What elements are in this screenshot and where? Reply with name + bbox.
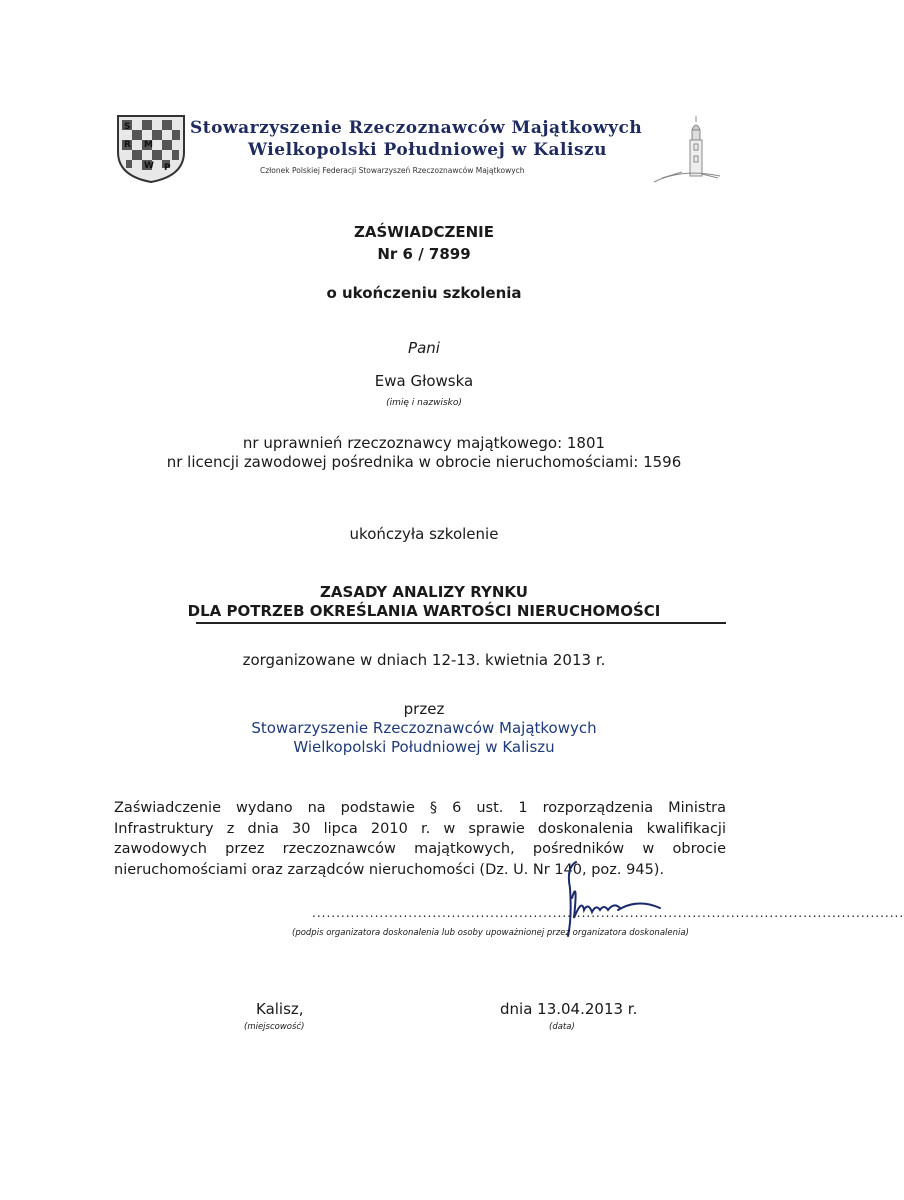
logo-letter-p: P: [164, 163, 171, 173]
organizer-line1: Stowarzyszenie Rzeczoznawców Majątkowych: [251, 719, 597, 737]
license-appraiser: nr uprawnień rzeczoznawcy majątkowego: 1801: [242, 434, 606, 452]
course-title-line2: DLA POTRZEB OKREŚLANIA WARTOŚCI NIERUCHOMOŚCI: [187, 602, 661, 620]
association-logo: [114, 112, 188, 184]
date-caption: (data): [549, 1022, 575, 1032]
course-underline: [196, 622, 726, 624]
place: Kalisz,: [256, 1000, 304, 1018]
logo-letter-s: S: [124, 122, 131, 132]
certificate-number: Nr 6 / 7899: [377, 245, 471, 263]
place-caption: (miejscowość): [244, 1022, 305, 1032]
legal-basis-text: Zaświadczenie wydano na podstawie § 6 ust. 1 rozporządzenia Ministra Infrastruktury z dnia 30 lipca 2010 r. w sprawie doskonalenia kwalifikacji zawodowych przez rzeczoznawców majątkowych, pośredników w obrocie nieruchomościami oraz zarządców nieruchomości (Dz. U. Nr 140, poz. 945).: [114, 800, 726, 878]
signature-line: ...........................................................................................................................: [312, 906, 904, 920]
org-name-line2: Wielkopolski Południowej w Kaliszu: [248, 140, 608, 160]
certificate-subtitle: o ukończeniu szkolenia: [326, 284, 522, 302]
certificate-title: ZAŚWIADCZENIE: [354, 223, 494, 241]
logo-letter-m: M: [144, 140, 153, 150]
issue-date: dnia 13.04.2013 r.: [500, 1000, 638, 1018]
license-broker: nr licencji zawodowej pośrednika w obrocie nieruchomościami: 1596: [166, 453, 682, 471]
tower-illustration: [652, 112, 722, 186]
org-name-line1: Stowarzyszenie Rzeczoznawców Majątkowych: [190, 118, 643, 138]
salutation: Pani: [408, 339, 440, 357]
logo-letter-w: W: [144, 161, 154, 171]
recipient-name: Ewa Głowska: [374, 372, 474, 390]
org-subtitle: Członek Polskiej Federacji Stowarzyszeń Rzeczoznawców Majątkowych: [260, 166, 525, 175]
by-text: przez: [403, 700, 445, 718]
course-dates: zorganizowane w dniach 12-13. kwietnia 2013 r.: [242, 651, 606, 669]
course-title-line1: ZASADY ANALIZY RYNKU: [320, 583, 528, 601]
organizer-line2: Wielkopolski Południowej w Kaliszu: [293, 738, 555, 756]
name-caption: (imię i nazwisko): [386, 398, 462, 408]
logo-letter-r: R: [124, 140, 131, 150]
signature-caption: (podpis organizatora doskonalenia lub osoby upoważnionej przez organizatora doskonalenia): [292, 928, 689, 938]
completed-text: ukończyła szkolenie: [349, 525, 499, 543]
